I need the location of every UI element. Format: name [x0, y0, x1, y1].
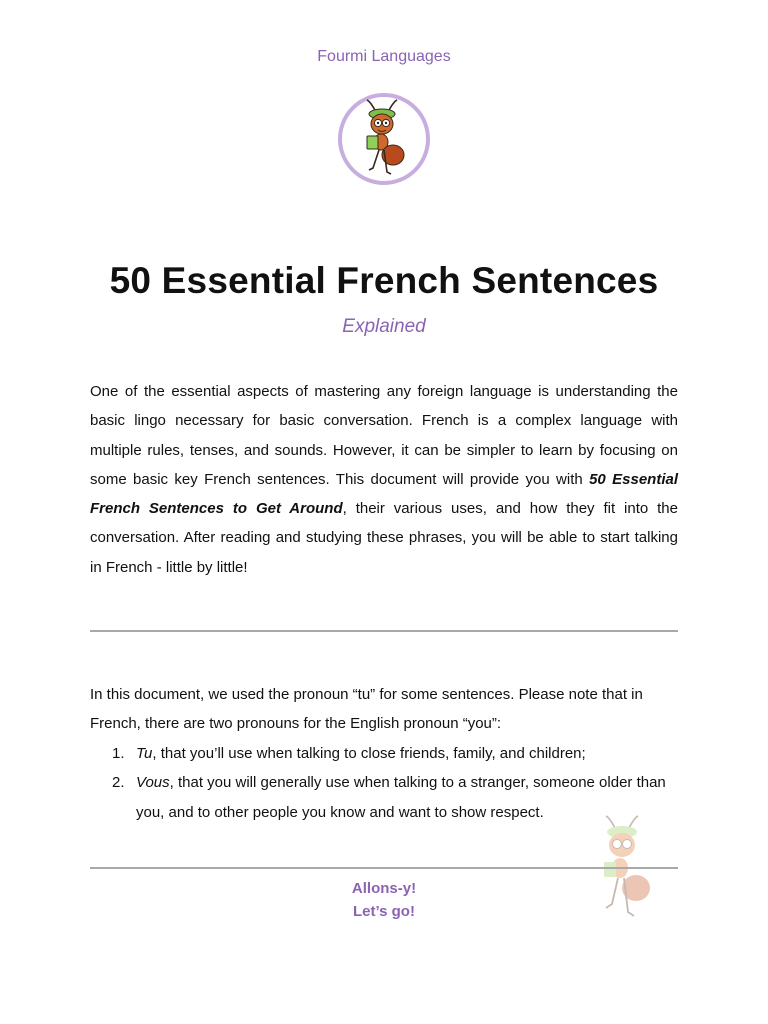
intro-paragraph: [90, 377, 678, 582]
footer-french-text: Allons-y!: [351, 880, 417, 897]
pronoun-term: Tu: [136, 745, 153, 762]
intro-emphasis: 50 Essential French Sentences to Get Around: [90, 470, 678, 518]
page-title: 50 Essential French Sentences: [109, 260, 659, 301]
footer: [0, 878, 768, 923]
footer-divider: [90, 867, 678, 869]
section-divider: [90, 630, 678, 632]
pronoun-term: Vous: [136, 774, 170, 792]
brand-name: Fourmi Languages: [317, 48, 451, 65]
list-number: 1.: [112, 745, 125, 762]
intro-text-end: , their various uses, and how they fit into the conversation. After reading and studying these phrases, you will be able to start talking in French - little by little!: [90, 500, 678, 576]
pronoun-description: , that you will generally use when talking to a stranger, someone older than you, and to other people you know and want to show respect.: [136, 774, 666, 821]
ant-mascot-icon: [337, 92, 431, 186]
pronoun-note: In this document, we used the pronoun “tu” for some sentences. Please note that in French, there are two pronouns for the English pronoun “you”:: [90, 686, 643, 733]
page-subtitle: Explained: [342, 316, 426, 337]
list-number: 2.: [112, 774, 125, 792]
pronoun-description: , that you’ll use when talking to close friends, family, and children;: [152, 745, 586, 762]
intro-text-start: One of the essential aspects of mastering any foreign language is understanding the basic lingo necessary for basic conversation. French is a complex language with multiple rules, tenses, and sounds. However, it can be simpler to learn by focusing on some basic key French sentences. This document will provide you with: [90, 383, 678, 488]
list-item: [90, 739, 678, 768]
footer-english-text: Let’s go!: [353, 902, 415, 920]
